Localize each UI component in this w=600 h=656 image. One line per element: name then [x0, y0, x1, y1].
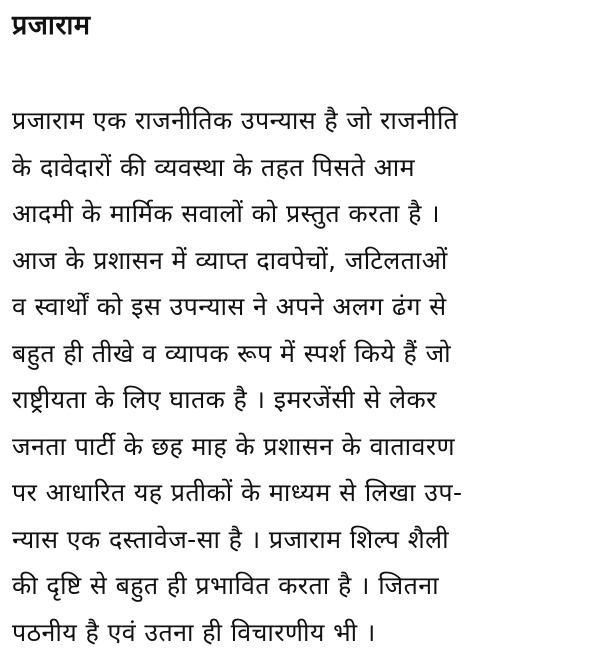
text-line: आदमी के मार्मिक सवालों को प्रस्तुत करता है ।	[12, 191, 592, 238]
text-line: पर आधारित यह प्रतीकों के माध्यम से लिखा उप-	[12, 470, 592, 517]
page-title: प्रजाराम	[12, 8, 91, 44]
text-line: आज के प्रशासन में व्याप्त दावपेचों, जटिलताओं	[12, 238, 592, 285]
text-line: जनता पार्टी के छह माह के प्रशासन के वातावरण	[12, 424, 592, 471]
text-line: न्यास एक दस्तावेज-सा है । प्रजाराम शिल्प शैली	[12, 517, 592, 564]
text-line: बहुत ही तीखे व व्यापक रूप में स्पर्श किये हैं जो	[12, 331, 592, 378]
body-paragraph	[12, 98, 592, 656]
text-line: पठनीय है एवं उतना ही विचारणीय भी ।	[12, 610, 592, 656]
text-line: राष्ट्रीयता के लिए घातक है । इमरजेंसी से लेकर	[12, 377, 592, 424]
text-line: प्रजाराम एक राजनीतिक उपन्यास है जो राजनीति	[12, 98, 592, 145]
text-line: व स्वार्थों को इस उपन्यास ने अपने अलग ढंग से	[12, 284, 592, 331]
text-line: के दावेदारों की व्यवस्था के तहत पिसते आम	[12, 145, 592, 192]
text-line: की दृष्टि से बहुत ही प्रभावित करता है । जितना	[12, 563, 592, 610]
